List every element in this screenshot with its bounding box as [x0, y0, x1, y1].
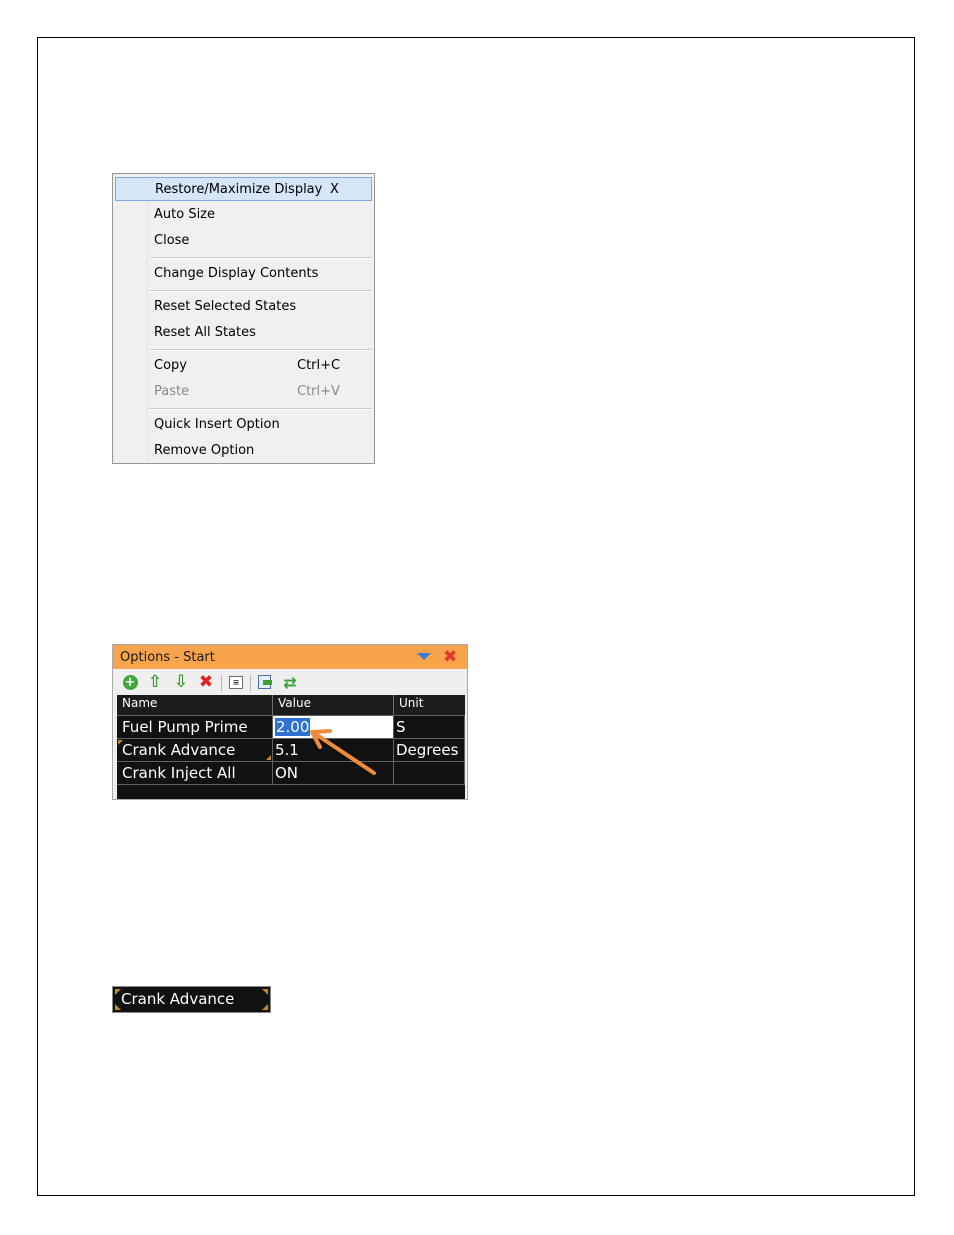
modified-marker-icon — [118, 740, 123, 745]
refresh-icon[interactable]: ⇄ — [283, 672, 297, 692]
table-row[interactable] — [117, 715, 465, 738]
modified-cell-sample — [112, 986, 271, 1013]
column-header-name[interactable]: Name — [117, 695, 273, 715]
options-title: Options - Start — [120, 650, 215, 665]
menu-item-label: Copy — [154, 358, 187, 373]
menu-separator — [150, 349, 372, 351]
table-row[interactable] — [117, 761, 465, 784]
move-down-icon[interactable]: ⇩ — [173, 672, 189, 692]
menu-item-label: Paste — [154, 384, 190, 399]
cell-sample-label: Crank Advance — [121, 990, 235, 1008]
row-unit — [394, 762, 465, 784]
options-title-bar — [113, 645, 467, 669]
menu-item-shortcut: Ctrl+V — [297, 384, 340, 399]
add-icon[interactable]: + — [121, 672, 139, 692]
menu-item-quick-insert-option[interactable] — [115, 413, 372, 437]
move-up-icon[interactable]: ⇧ — [147, 672, 163, 692]
selected-value-text: 2.00 — [276, 718, 310, 736]
list-icon[interactable]: ≡ — [227, 672, 245, 692]
row-value[interactable]: 5.1 — [273, 739, 394, 761]
menu-item-shortcut: X — [330, 182, 339, 197]
options-grid — [117, 695, 465, 799]
menu-item-label: Change Display Contents — [154, 266, 319, 281]
modified-marker-icon — [266, 755, 271, 760]
menu-item-label: Remove Option — [154, 443, 255, 458]
menu-item-change-display-contents[interactable] — [115, 262, 372, 286]
menu-item-reset-selected-states[interactable] — [115, 295, 372, 319]
menu-item-label: Quick Insert Option — [154, 417, 280, 432]
menu-item-shortcut: Ctrl+C — [297, 358, 341, 373]
column-header-unit[interactable]: Unit — [399, 696, 424, 710]
menu-separator — [150, 290, 372, 292]
menu-item-reset-all-states[interactable] — [115, 321, 372, 345]
modified-marker-icon — [262, 989, 268, 995]
delete-icon[interactable]: ✖ — [198, 672, 214, 692]
row-name: Fuel Pump Prime — [117, 716, 273, 738]
dropdown-arrow-icon[interactable] — [417, 653, 431, 660]
export-icon[interactable] — [255, 672, 273, 692]
menu-item-label: Reset All States — [154, 325, 256, 340]
row-value[interactable]: ON — [273, 762, 394, 784]
toolbar-separator — [250, 675, 251, 691]
row-name-text: Crank Advance — [122, 741, 236, 759]
modified-marker-icon — [115, 989, 121, 995]
context-menu — [112, 173, 375, 464]
grid-empty-row — [117, 784, 465, 799]
row-unit: S — [394, 716, 465, 738]
modified-marker-icon — [115, 1004, 121, 1010]
row-unit: Degrees — [394, 739, 465, 761]
row-name — [117, 739, 273, 761]
menu-item-label: Close — [154, 233, 190, 248]
row-name: Crank Inject All — [117, 762, 273, 784]
column-header-value[interactable]: Value — [273, 695, 394, 715]
options-panel — [112, 644, 468, 800]
menu-item-restore-maximize[interactable] — [115, 177, 372, 201]
options-toolbar — [113, 669, 467, 695]
menu-item-label: Auto Size — [154, 207, 216, 222]
menu-item-remove-option[interactable] — [115, 439, 372, 463]
menu-item-close[interactable] — [115, 229, 372, 253]
modified-marker-icon — [262, 1004, 268, 1010]
menu-separator — [150, 257, 372, 259]
menu-item-label: Restore/Maximize Display — [155, 182, 323, 197]
grid-header — [117, 695, 465, 715]
menu-top-edge — [113, 174, 374, 176]
close-icon[interactable]: ✖ — [443, 647, 458, 667]
menu-item-auto-size[interactable] — [115, 203, 372, 227]
table-row[interactable] — [117, 738, 465, 761]
toolbar-separator — [221, 675, 222, 691]
menu-item-paste — [115, 380, 372, 404]
menu-separator — [150, 408, 372, 410]
menu-item-copy[interactable] — [115, 354, 372, 378]
callout-arrow-icon — [300, 723, 390, 783]
menu-item-label: Reset Selected States — [154, 299, 297, 314]
